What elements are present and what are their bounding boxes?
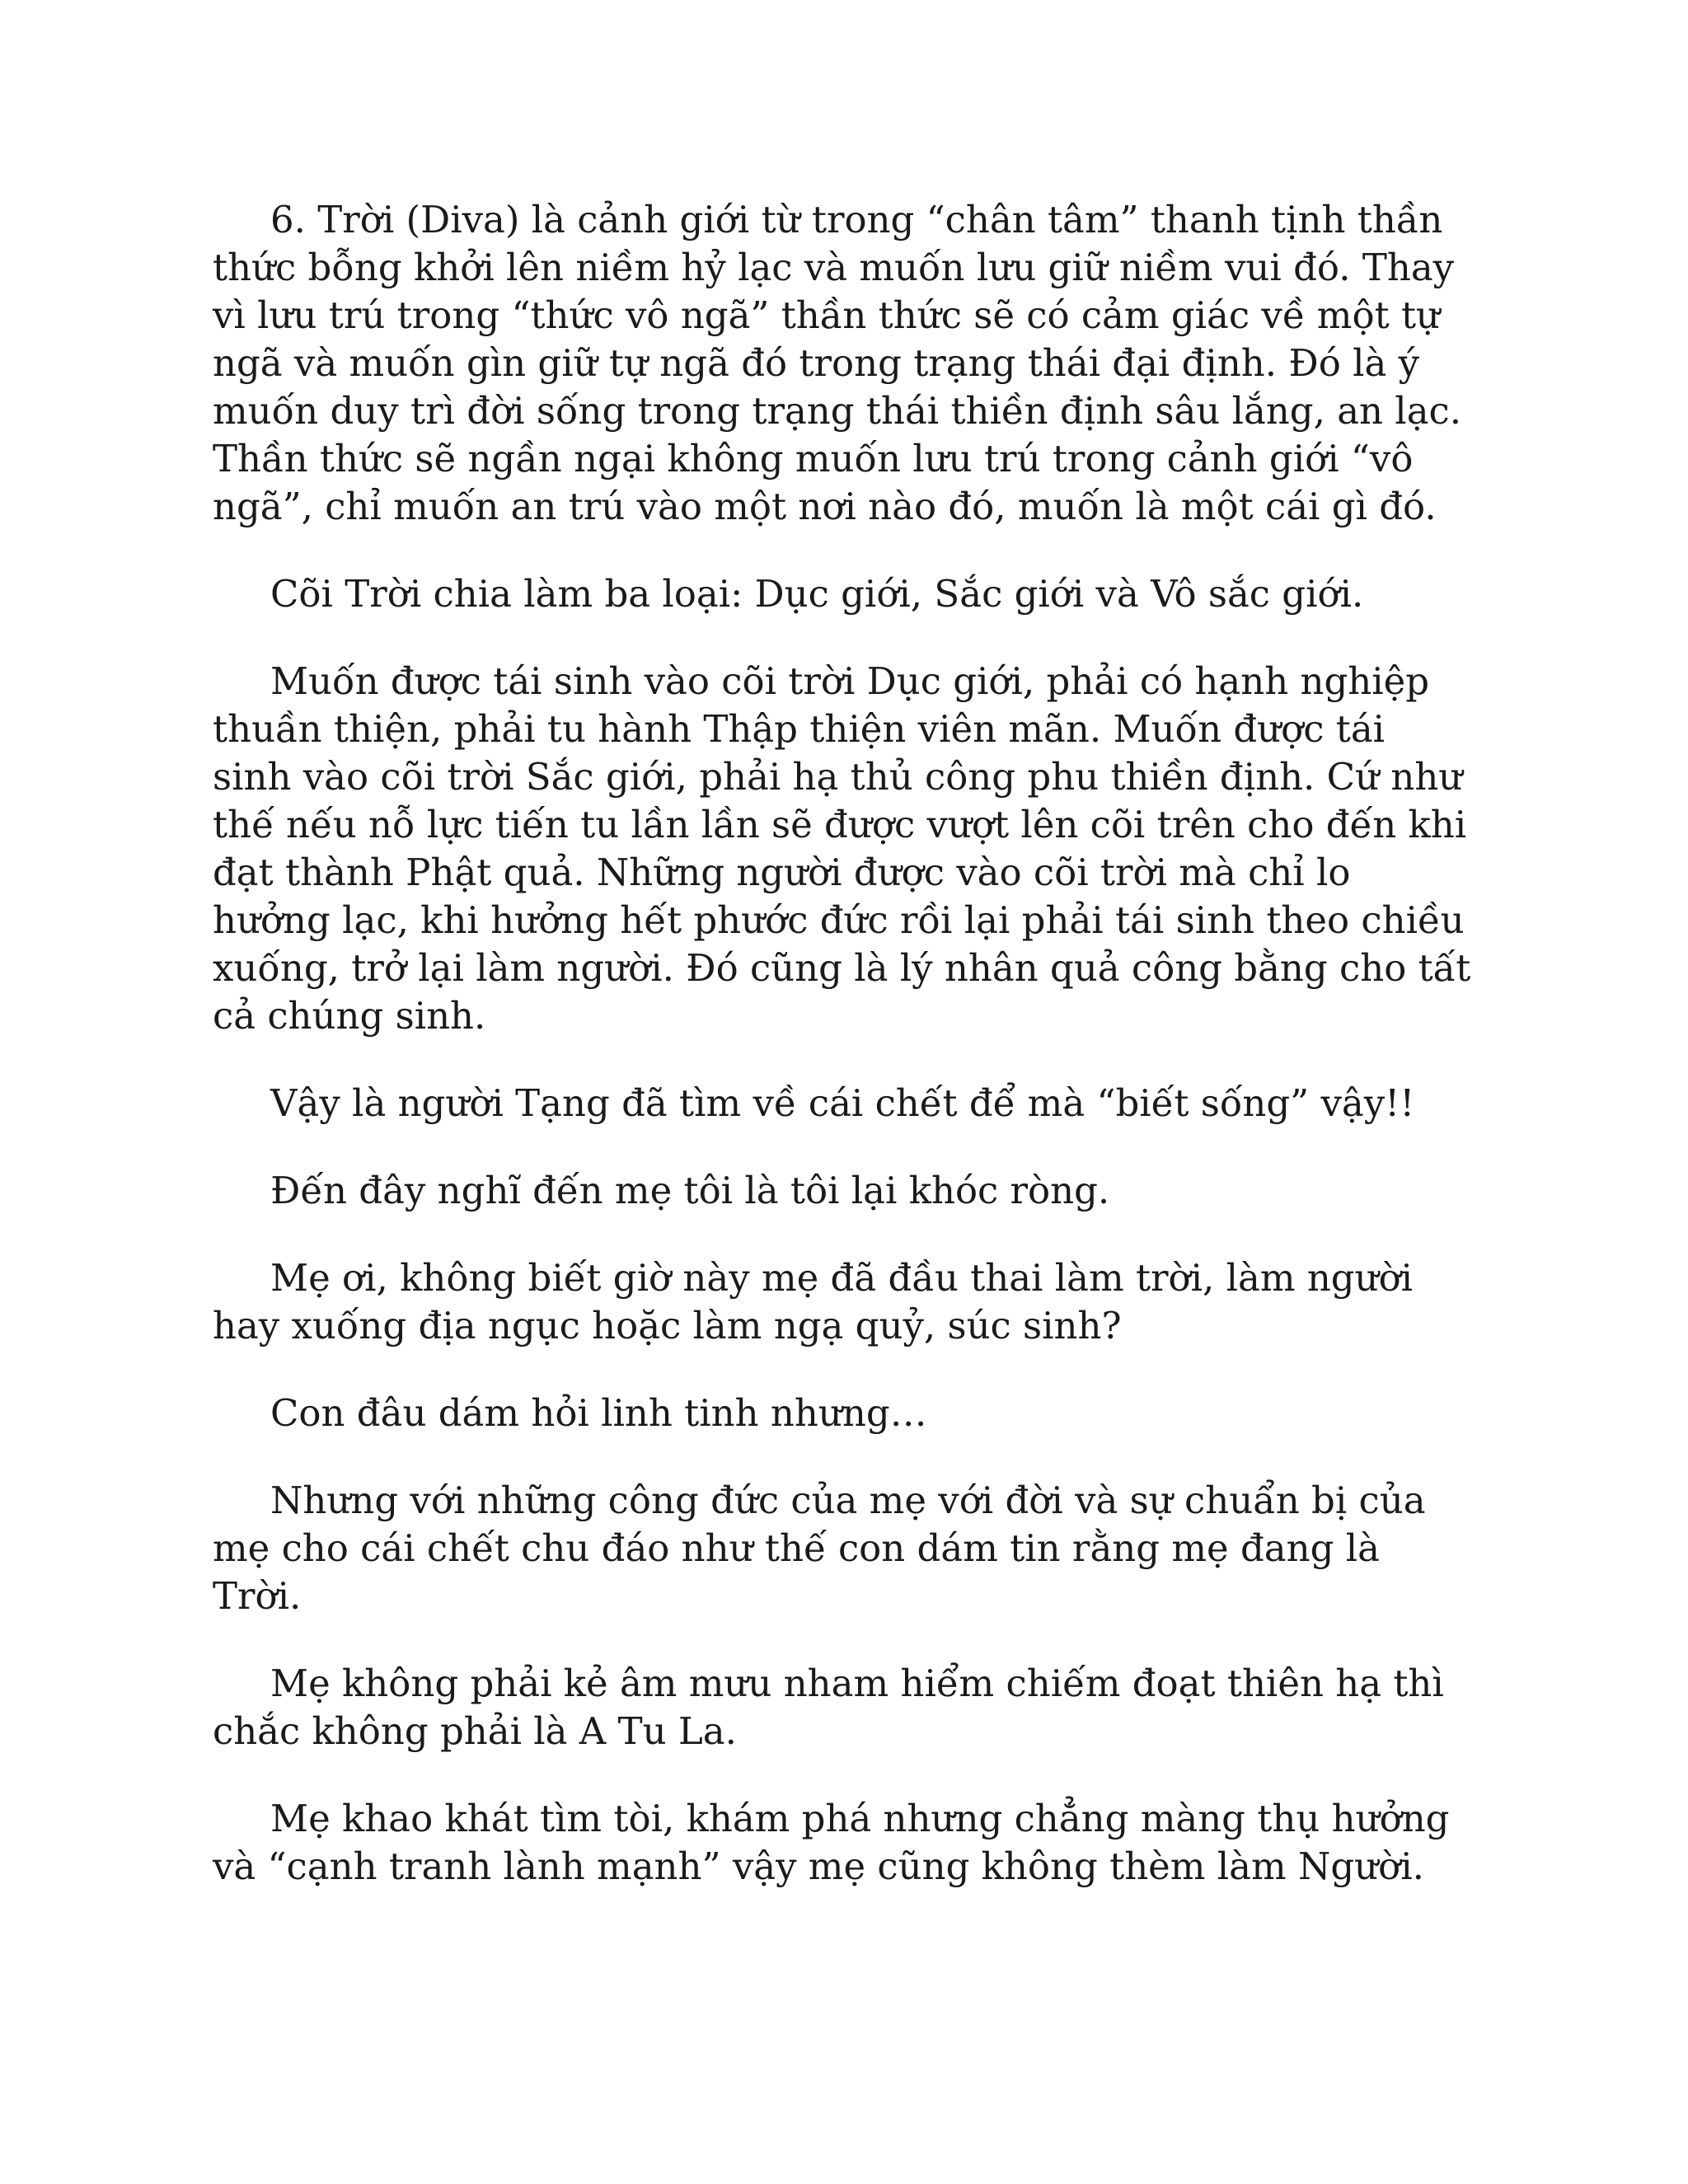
document-body <box>213 196 1472 1930</box>
paragraph-3: Muốn được tái sinh vào cõi trời Dục giới, phải có hạnh nghiệp thuần thiện, phải tu hành Thập thiện viên mãn. Muốn được tái sinh vào cõi trời Sắc giới, phải hạ thủ công phu thiền định. Cứ như thế nếu nỗ lực tiến tu lần lần sẽ được vượt lên cõi trên cho đến khi đạt thành Phật quả. Những người được vào cõi trời mà chỉ lo hưởng lạc, khi hưởng hết phước đức rồi lại phải tái sinh theo chiều xuống, trở lại làm người. Đó cũng là lý nhân quả công bằng cho tất cả chúng sinh. <box>213 659 1471 1038</box>
paragraph-4: Vậy là người Tạng đã tìm về cái chết để mà “biết sống” vậy!! <box>270 1081 1415 1125</box>
paragraph-1: 6. Trời (Diva) là cảnh giới từ trong “chân tâm” thanh tịnh thần thức bỗng khởi lên niềm hỷ lạc và muốn lưu giữ niềm vui đó. Thay vì lưu trú trong “thức vô ngã” thần thức sẽ có cảm giác về một tự ngã và muốn gìn giữ tự ngã đó trong trạng thái đại định. Đó là ý muốn duy trì đời sống trong trạng thái thiền định sâu lắng, an lạc. Thần thức sẽ ngần ngại không muốn lưu trú trong cảnh giới “vô ngã”, chỉ muốn an trú vào một nơi nào đó, muốn là một cái gì đó. <box>213 198 1462 528</box>
paragraph-7: Con đâu dám hỏi linh tinh nhưng… <box>270 1391 927 1435</box>
paragraph-2: Cõi Trời chia làm ba loại: Dục giới, Sắc giới và Vô sắc giới. <box>270 572 1364 616</box>
paragraph-8: Nhưng với những công đức của mẹ với đời và sự chuẩn bị của mẹ cho cái chết chu đáo như thế con dám tin rằng mẹ đang là Trời. <box>213 1479 1426 1618</box>
paragraph-5: Đến đây nghĩ đến mẹ tôi là tôi lại khóc ròng. <box>270 1169 1110 1212</box>
paragraph-10: Mẹ khao khát tìm tòi, khám phá nhưng chẳng màng thụ hưởng và “cạnh tranh lành mạnh” vậy mẹ cũng không thèm làm Người. <box>213 1797 1450 1888</box>
paragraph-6: Mẹ ơi, không biết giờ này mẹ đã đầu thai làm trời, làm người hay xuống địa ngục hoặc làm ngạ quỷ, súc sinh? <box>213 1256 1414 1347</box>
paragraph-9: Mẹ không phải kẻ âm mưu nham hiểm chiếm đoạt thiên hạ thì chắc không phải là A Tu La. <box>213 1661 1444 1753</box>
